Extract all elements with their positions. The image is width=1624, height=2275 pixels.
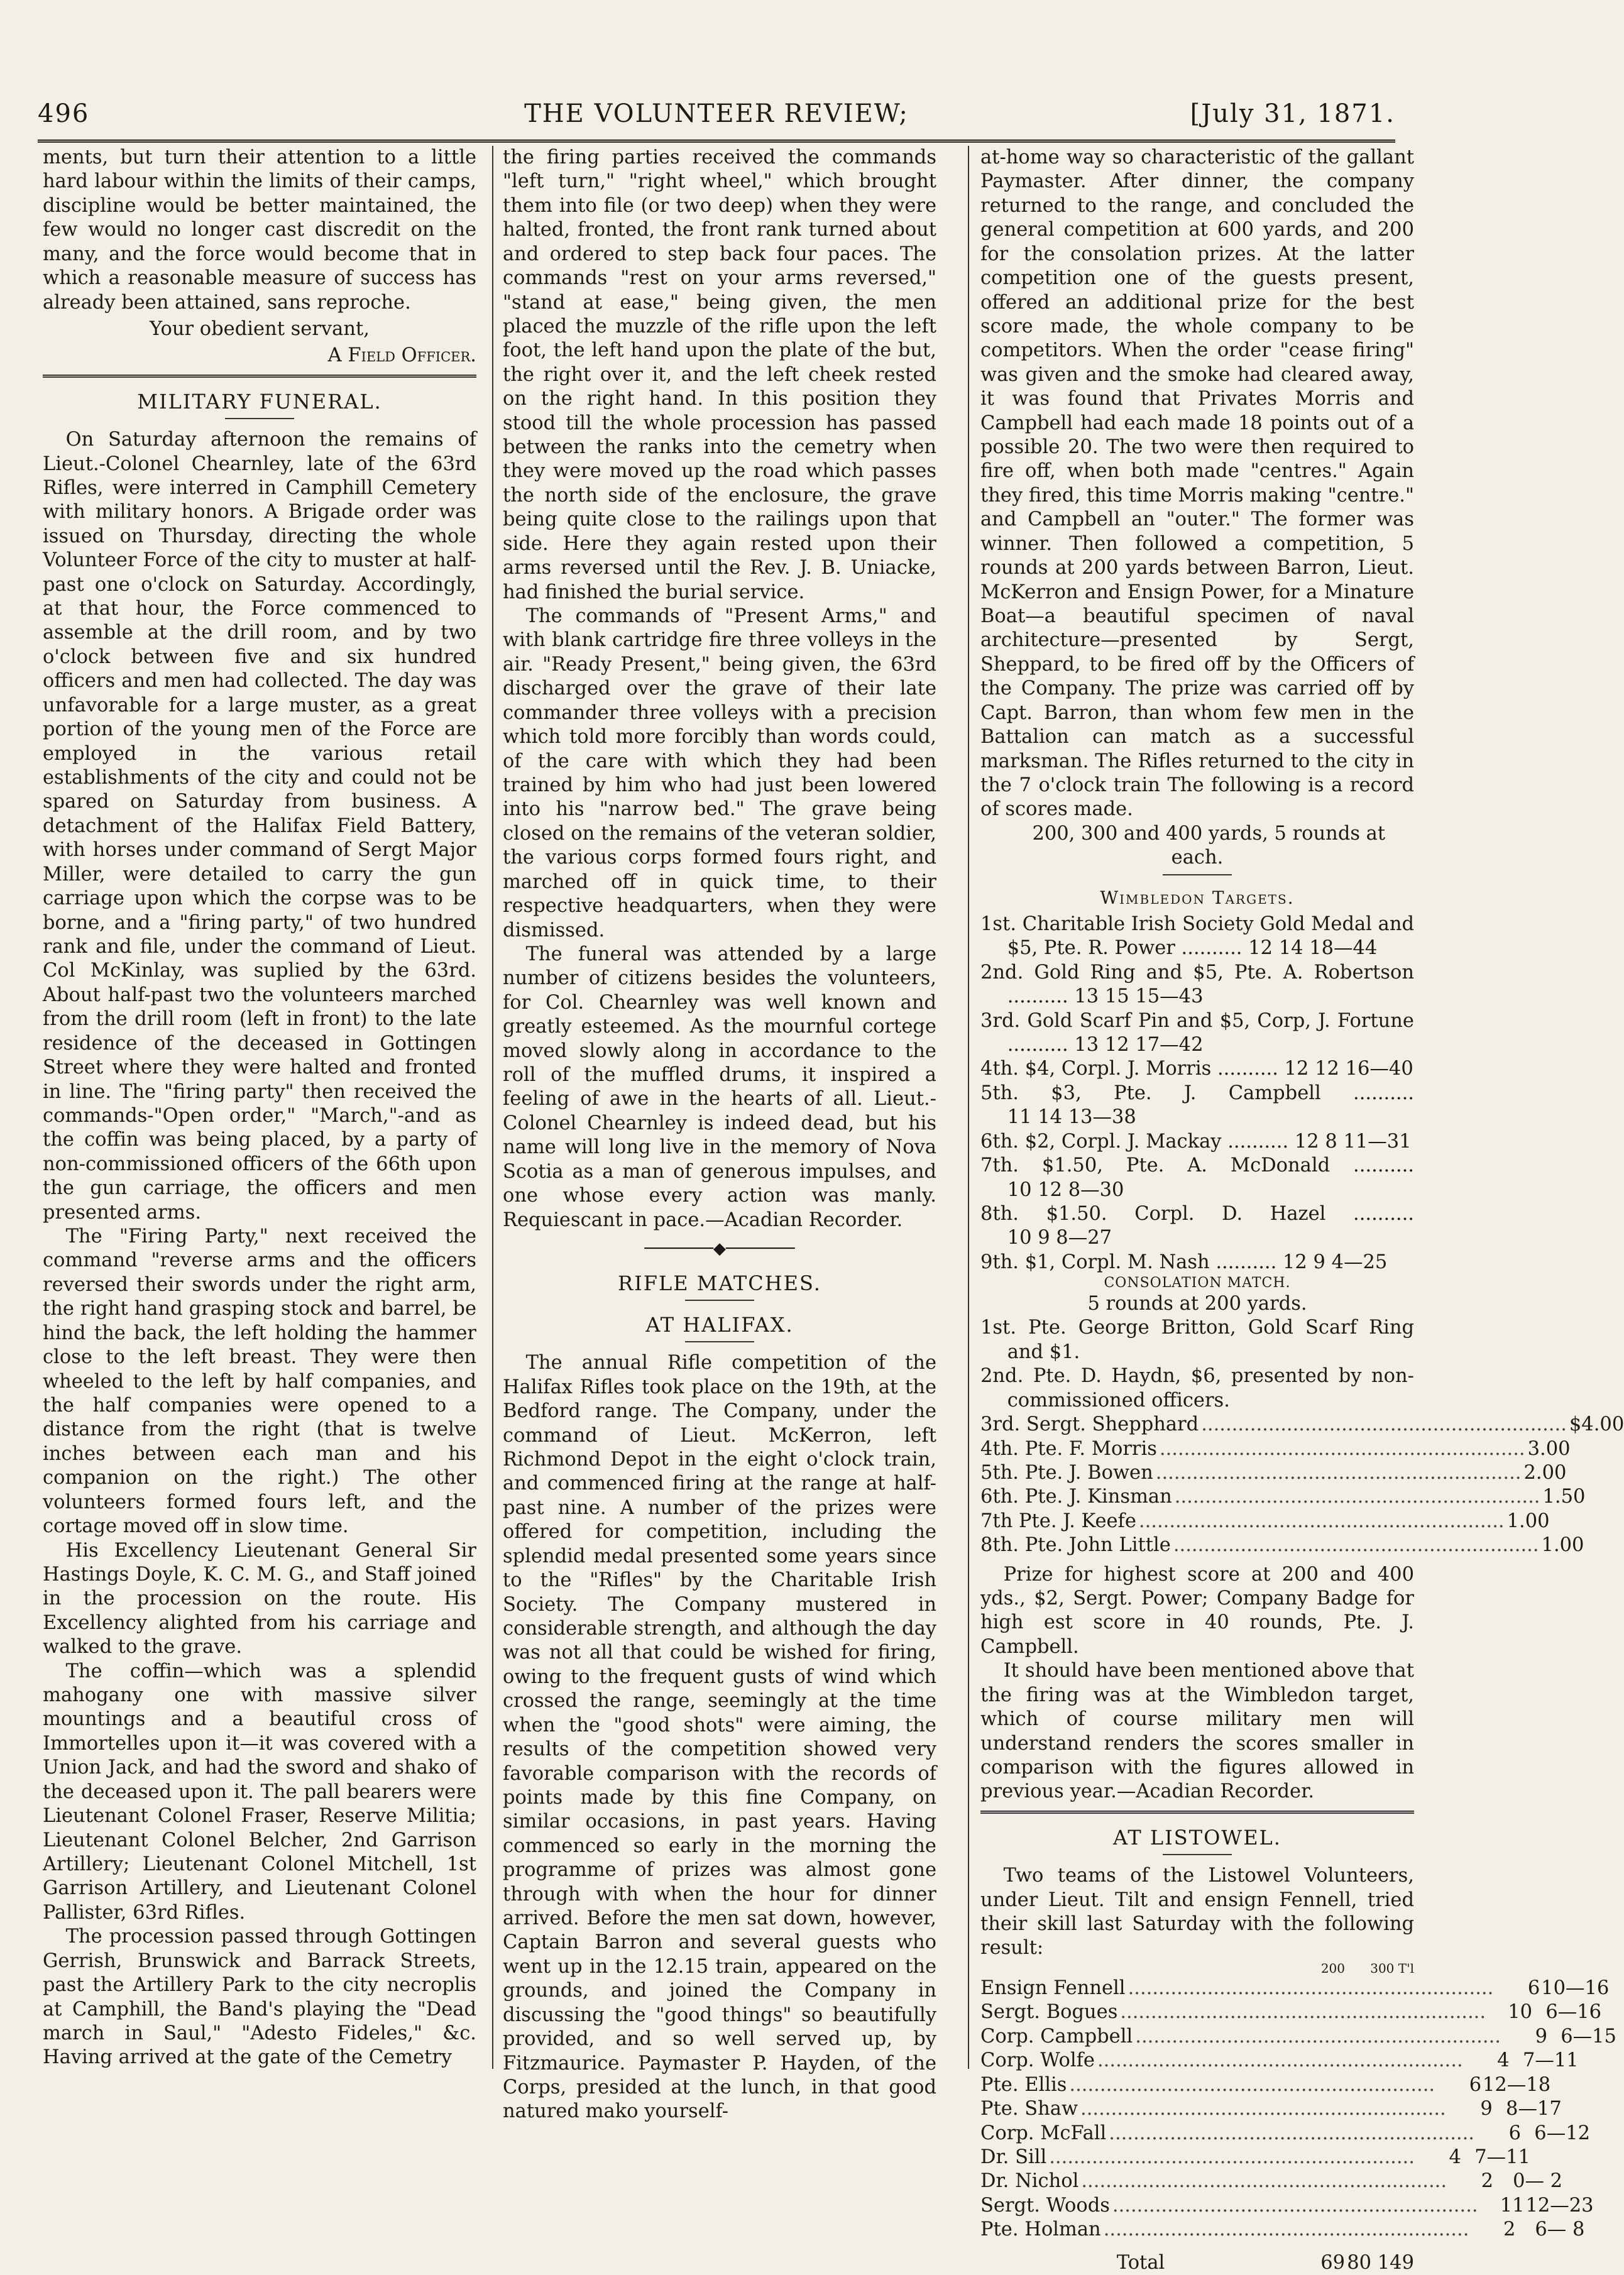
range-line: 200, 300 and 400 yards, 5 rounds at each. [1032,822,1386,869]
header-rule [38,140,1395,143]
member-name [980,1976,1496,2000]
prize-amount: $4.00 [1569,1413,1624,1436]
prize-amount: 1.00 [1506,1510,1550,1532]
letter-closing: Your obedient servant, [150,317,370,340]
score-row: 7th. $1.50, Pte. A. McDonald .......... 10 12 8—30 [980,1154,1414,1201]
table-row [980,2169,1563,2193]
prize-description: $1.50. Corpl. D. Hazel [1046,1202,1326,1225]
table-row [980,2122,1591,2146]
article-paragraph: The procession passed through Gottingen Gerrish, Brunswick and Barrack Streets, past the Artillery Park to the city necroplis at Camphill, the Band's playing the "Dead march in Saul," "Adesto Fideles," &c. Having arrived at the gate of the Cemetry [43,1926,476,2069]
prize-row [980,1316,1414,1364]
prize-scores: 13 12 17—42 [1074,1034,1204,1056]
prize-rank: 1st. [980,913,1017,935]
score-200: 10 [1508,2001,1533,2024]
table-row [980,2049,1579,2073]
column-rule [968,146,969,2069]
score-300-total: 10—16 [1541,1977,1610,2000]
prize-scores: 12 12 16—40 [1284,1058,1413,1080]
prize-row [980,1461,1567,1485]
leader-dots: ............................................................ [1138,1510,1505,1532]
heading-rule [685,1341,754,1342]
prize-scores: 11 14 13—38 [1007,1106,1136,1129]
heading-rule [225,418,294,419]
score-200: 2 [1503,2218,1516,2241]
table-row [980,2146,1530,2169]
prize-rank: 6th. [980,1486,1019,1508]
leader-dots: ............................................................ [1097,2049,1463,2072]
article-paragraph: The "Firing Party," next received the command "reverse arms and the officers reversed their swords under the right arm, the right hand grasping stock and barrel, be hind the back, the left holding the hammer close to the left breast. They were then wheeled to the left by half companies, and the half companies were opened to a distance from the right (that is twelve inches between each man and his companion on the right.) The other volunteers formed fours left, and the cortage moved off in slow time. [43,1225,476,1538]
member-name-text: Pte. Ellis [980,2073,1067,2096]
prize-rank: 6th. [980,1130,1019,1153]
wimbledon-score-list [980,913,1414,1275]
section-rule [980,1811,1414,1814]
prize-rank: 4th. [980,1058,1019,1080]
prize-entry [980,1533,1171,1557]
score-row: 1st. Charitable Irish Society Gold Medal and $5, Pte. R. Power .......... 12 14 18—44 [980,913,1414,960]
article-paragraph: The coffin—which was a splendid mahogany one with massive silver mountings and a beautiful cross of Immortelles upon it—it was covered with a Union Jack, and had the sword and shako of the deceased upon it. The pall bearers were Lieutenant Colonel Fraser, Reserve Militia; Lieutenant Colonel Belcher, 2nd Garrison Artillery; Lieutenant Colonel Mitchell, 1st Garrison Artillery, and Lieutenant Colonel Pallister, 63rd Rifles. [43,1660,476,1924]
table-row [980,2000,1602,2024]
leader-dots: ............................................................ [1049,2146,1415,2168]
section-rule [43,375,476,378]
member-name [980,2073,1437,2097]
publication-title: THE VOLUNTEER REVIEW; [524,99,909,128]
prize-row [980,1510,1550,1533]
score-row: 5th. $3, Pte. J. Campbell .......... 11 14 13—38 [980,1082,1414,1129]
article-paragraph: the firing parties received the commands "left turn," "right wheel," which brought them into file (or two deep) when they were halted, fronted, the front rank turned about and ordered to step back four paces. The commands "rest on your arms reversed," "stand at ease," being given, the men placed the muzzle of the rifle upon the left foot, the left hand upon the plate of the but, the right over it, and the left cheek rested on the right hand. In this position they stood till the whole procession has passed between the ranks into the cemetry when they were moved up the road which passes the north side of the enclosure, the grave being quite close to the railings upon that side. Here they again rested upon their arms reversed until the Rev. J. B. Uniacke, had finished the burial service. [503,146,936,603]
prize-rank: 7th. [980,1154,1019,1177]
letter-paragraph: ments, but turn their attention to a little hard labour within the limits of their camps, discipline would be better maintained, the few would no longer cast discredit on the many, and the force would become that in which a reasonable measure of success has already been attained, sans reproche. [43,146,476,314]
score-200: 6 [1469,2073,1482,2096]
prize-scores: 10 9 8—27 [1007,1227,1112,1249]
prize-description: $1.50, Pte. A. McDonald [1041,1154,1330,1177]
table-row [980,1976,1610,2000]
letter-signature: A Field Officer. [327,344,476,367]
member-name [980,2097,1449,2121]
prize-row [980,1485,1586,1509]
score-300-total: 8—17 [1506,2098,1562,2120]
score-row: 6th. $2, Corpl. J. Mackay .......... 12 8 11—31 [980,1130,1412,1153]
prize-description: Charitable Irish Society Gold Medal and $5, Pte. R. Power [1007,913,1414,960]
score-200: 4 [1449,2146,1461,2168]
member-name [980,2025,1503,2049]
prize-amount: 2.00 [1523,1461,1567,1484]
prize-scores: 12 9 4—25 [1282,1251,1388,1273]
prize-scores: 13 15 15—43 [1074,985,1204,1008]
leader-dots: ............................................................ [1155,1461,1522,1484]
score-row: 9th. $1, Corpl. M. Nash .......... 12 9 4—25 [980,1251,1388,1273]
prize-row [980,1364,1414,1413]
prize-name: Pte. J. Kinsman [1024,1486,1172,1508]
score-200: 6 [1527,1977,1540,2000]
prize-row [980,1533,1584,1557]
member-name-text: Corp. McFall [980,2122,1107,2144]
member-name [980,2146,1417,2169]
article-paragraph: It should have been mentioned above that the firing was at the Wimbledon target, which of course military men will understand renders the scores smaller in comparison with the figures allowed in previous year.—Acadian Recorder. [980,1660,1414,1803]
prize-rank: 7th [980,1510,1013,1532]
prize-entry [980,1437,1157,1461]
member-name [980,2049,1466,2073]
consolation-rounds: 5 rounds at 200 yards. [1087,1292,1307,1315]
leader-dots: ............................................................ [1109,2122,1475,2144]
table-row [980,2218,1585,2242]
score-row: 3rd. Gold Scarf Pin and $5, Corp, J. Fortune .......... 13 12 17—42 [980,1009,1414,1056]
table-row [980,2194,1594,2218]
member-name-text: Sergt. Woods [980,2194,1110,2217]
table-row [980,2097,1562,2121]
prize-rank: 4th. [980,1437,1019,1460]
section-heading-at-halifax: AT HALIFAX. [645,1313,794,1337]
page-number: 496 [38,99,90,128]
prize-row [980,1413,1624,1437]
score-300-total: 6—12 [1534,2122,1591,2144]
prize-description: $3, Pte. J. Campbell [1051,1082,1321,1104]
prize-description: Gold Ring and $5, Pte. A. Robertson [1034,961,1415,984]
prize-name: Pte. F. Morris [1024,1437,1157,1460]
section-heading-at-listowel: AT LISTOWEL. [1113,1825,1281,1850]
member-name-text: Dr. Sill [980,2146,1047,2168]
prize-rank: 2nd. [980,1365,1024,1388]
leader-dots: ............................................................ [1081,2170,1447,2193]
article-paragraph: at-home way so characteristic of the gallant Paymaster. After dinner, the company returned to the range, and concluded the general competition at 600 yards, and 200 for the consolation prizes. At the latter competition one of the guests present, offered an additional prize for the best score made, the whole company to be competitors. When the order "cease firing" was given and the smoke had cleared away, it was found that Privates Morris and Campbell had each made 18 points out of a possible 20. The two were then required to fire off, when both made "centres." Again they fired, this time Morris making "centre." and Campbell an "outer." The former was winner. Then followed a competition, 5 rounds at 200 yards between Barron, Lieut. McKerron and Ensign Power, for a Minature Boat—a beautiful specimen of naval architecture—presented by Sergt, Sheppard, to be fired off by the Officers of the Company. The prize was carried off by Capt. Barron, than whom few men in the Battalion can match as a successful marksman. The Rifles returned to the city in the 7 o'clock train The following is a record of scores made. [980,146,1414,821]
prize-scores: 10 12 8—30 [1007,1178,1124,1201]
listowel-column-headers [980,1961,1414,1976]
prize-name: Pte. D. Haydn, $6, presented by non-commissioned officers. [1007,1365,1414,1412]
article-paragraph: Prize for highest score at 200 and 400 yds., $2, Sergt. Power; Company Badge for high est score in 40 rounds, Pte. J. Campbell. [980,1563,1414,1658]
leader-dots: ............................................................ [1120,2001,1486,2024]
score-300-total: 7—11 [1474,2146,1530,2168]
score-300-total: 7—11 [1522,2049,1579,2072]
prize-entry [980,1485,1172,1509]
score-300-total: 12—23 [1525,2194,1594,2217]
total-value: 69 [1320,2251,1345,2274]
prize-row [980,1437,1571,1461]
leader-dots: ............................................................ [1159,1437,1525,1460]
prize-description: $2, Corpl. J. Mackay [1024,1130,1222,1153]
total-value: 80 149 [1347,2251,1414,2274]
score-200: 9 [1480,2098,1493,2120]
prize-scores: 12 8 11—31 [1294,1130,1412,1153]
prize-rank: 8th. [980,1202,1019,1225]
prize-name: Pte. J. Keefe [1019,1510,1136,1532]
prize-name: Pte. John Little [1024,1534,1171,1557]
prize-description: $1, Corpl. M. Nash [1024,1251,1210,1273]
score-300-total: 6—15 [1561,2025,1616,2048]
prize-entry [980,1510,1136,1533]
section-heading-military-funeral: MILITARY FUNERAL. [137,389,382,414]
consolation-heading: CONSOLATION MATCH. [1104,1275,1291,1291]
score-row: 8th. $1.50. Corpl. D. Hazel .......... 10 9 8—27 [980,1202,1414,1249]
leader-dots: ............................................................ [1112,2194,1478,2217]
member-name [980,2169,1449,2193]
prize-rank: 3rd. [980,1413,1021,1436]
score-row: 4th. $4, Corpl. J. Morris .......... 12 12 16—40 [980,1058,1413,1080]
prize-entry [980,1461,1153,1485]
member-name-text: Pte. Shaw [980,2098,1078,2120]
section-heading-rifle-matches: RIFLE MATCHES. [618,1271,821,1295]
member-name [980,2194,1481,2218]
leader-dots: ............................................................ [1103,2218,1469,2241]
prize-rank: 5th. [980,1461,1019,1484]
member-name [980,2218,1471,2242]
score-300-total: 6— 8 [1535,2218,1585,2241]
prize-entry [980,1413,1199,1437]
total-row [980,2251,1414,2275]
prize-amount: 1.00 [1541,1534,1584,1557]
prize-name: Pte. J. Bowen [1024,1461,1153,1484]
column-rule [492,146,493,2069]
prize-name: Sergt. Shepphard [1026,1413,1199,1436]
consolation-prize-list [980,1316,1624,1557]
issue-date: [July 31, 1871. [1190,99,1395,128]
column-1 [43,146,476,2081]
total-label: Total [1116,2251,1165,2274]
member-name [980,2000,1488,2024]
member-name-text: Corp. Wolfe [980,2049,1095,2072]
score-200: 4 [1497,2049,1510,2072]
prize-rank: 3rd. [980,1009,1021,1032]
score-200: 6 [1508,2122,1522,2144]
ornament-rule: ───────◆─────── [644,1239,795,1258]
prize-name: Pte. George Britton, Gold Scarf Ring and $1. [1007,1317,1414,1363]
member-name-text: Ensign Fennell [980,1977,1126,2000]
prize-description: $4, Corpl. J. Morris [1024,1058,1212,1080]
prize-rank: 1st. [980,1317,1017,1339]
heading-rule [685,1300,754,1301]
article-paragraph: On Saturday afternoon the remains of Lieut.-Colonel Chearnley, late of the 63rd Rifles, were interred in Camphill Cemetery with military honors. A Brigade order was issued on Thursday, directing the whole Volunteer Force of the city to muster at half-past one o'clock on Saturday. Accordingly, at that hour, the Force commenced to assemble at the drill room, and by two o'clock between five and six hundred officers and men had collected. The day was unfavorable for a large muster, as a great portion of the young men of the Force are employed in the various retail establishments of the city and could not be spared on Saturday from business. A detachment of the Halifax Field Battery, with horses under command of Sergt Major Miller, were detailed to carry the gun carriage upon which the corpse was to be borne, and a "firing party," of two hundred rank and file, under the command of Lieut. Col McKinlay, was suplied by the 63rd. About half-past two the volunteers marched from the drill room (left in front) to the late residence of the deceased in Gottingen Street where they were halted and fronted in line. The "firing party" then received the commands-"Open order," "March,"-and as the coffin was being placed, by a party of non-commissioned officers of the 66th upon the gun carriage, the officers and men presented arms. [43,429,476,1224]
article-paragraph: His Excellency Lieutenant General Sir Hastings Doyle, K. C. M. G., and Staff joined in the procession on the route. His Excellency alighted from his carriage and walked to the grave. [43,1539,476,1658]
prize-rank: 2nd. [980,961,1024,984]
score-300-total: 12—18 [1483,2073,1551,2096]
table-row [980,2073,1551,2097]
score-200: 2 [1481,2170,1494,2193]
prize-rank: 8th. [980,1534,1019,1557]
prize-description: Gold Scarf Pin and $5, Corp, J. Fortune [1027,1009,1414,1032]
listowel-score-table [980,1976,1616,2242]
prize-scores: 12 14 18—44 [1248,937,1378,960]
article-paragraph: The funeral was attended by a large number of citizens besides the volunteers, for Col. Chearnley was well known and greatly esteemed. As the mournful cortege moved slowly along in accordance to the roll of the muffled drums, it inspired a feeling of awe in the hearts of all. Lieut.-Colonel Chearnley is indeed dead, but his name will long live in the memory of Nova Scotia as a man of generous impulses, and one whose every action was manly. Requiescant in pace.—Acadian Recorder. [503,943,936,1231]
column-2 [503,146,936,2123]
article-paragraph: The annual Rifle competition of the Halifax Rifles took place on the 19th, at the Bedford range. The Company, under the command of Lieut. McKerron, left Richmond Depot in the eight o'clock train, and commenced firing at the range at half-past nine. A number of the prizes were offered for competition, including the splendid medal presented some years since to the "Rifles" by the Charitable Irish Society. The Company mustered in considerable strength, and although the day was not all that could be wished for firing, owing to the frequent gusts of wind which crossed the range, seemingly at the time when the "good shots" were aiming, the results of the competition showed very favorable comparison with the records of points made by this fine Company, on similar occasions, in past years. Having commenced so early in the morning the programme of prizes was almost gone through with when the hour for dinner arrived. Before the men sat down, however, Captain Barron and several guests who went up in the 12.15 train, appeared on the grounds, and joined the Company in discussing the "good things" so beautifully provided, and so well served up, by Fitzmaurice. Paymaster P. Hayden, of the Corps, presided at the lunch, in that good natured mako yourself- [503,1352,936,2123]
leader-dots: ............................................................ [1201,1413,1567,1436]
heading-rule [1163,874,1232,875]
column-header: 200 [1320,1960,1345,1976]
leader-dots: ............................................................ [1127,1977,1494,2000]
prize-rank: 9th. [980,1251,1019,1273]
leader-dots: ............................................................ [1135,2025,1501,2048]
leader-dots: ............................................................ [1069,2073,1435,2096]
prize-amount: 1.50 [1542,1486,1586,1508]
score-200: 11 [1500,2194,1525,2217]
member-name-text: Dr. Nichol [980,2170,1079,2193]
score-300-total: 6—16 [1545,2001,1602,2024]
member-name-text: Corp. Campbell [980,2025,1133,2048]
leader-dots: ............................................................ [1173,1534,1539,1557]
page-header [38,99,1395,137]
score-200: 9 [1535,2025,1547,2048]
article-paragraph: Two teams of the Listowel Volunteers, under Lieut. Tilt and ensign Fennell, tried their skill last Saturday with the following result: [980,1865,1414,1960]
leader-dots: ............................................................ [1174,1486,1540,1508]
column-3 [980,146,1624,2274]
column-header: 300 T'l [1370,1960,1414,1976]
prize-amount: 3.00 [1527,1437,1571,1460]
score-300-total: 0— 2 [1513,2170,1563,2193]
article-paragraph: The commands of "Present Arms," and with blank cartridge fire three volleys in the air. "Ready Present," being given, the 63rd discharged over the grave of their late commander three volleys with a precision which told more forcibly than words could, of the care with which they had been trained by him who had just been lowered into his "narrow bed." The grave being closed on the remains of the veteran soldier, the various corps formed fours right, and marched off in quick time, to their respective headquarters, when they were dismissed. [503,605,936,941]
prize-rank: 5th. [980,1082,1019,1104]
wimbledon-heading: Wimbledon Targets. [1100,887,1295,908]
score-row: 2nd. Gold Ring and $5, Pte. A. Robertson .......... 13 15 15—43 [980,961,1415,1008]
member-name-text: Sergt. Bogues [980,2001,1118,2024]
heading-rule [1163,1854,1232,1855]
member-name [980,2122,1477,2146]
leader-dots: ............................................................ [1080,2098,1446,2120]
table-row [980,2025,1616,2049]
member-name-text: Pte. Holman [980,2218,1101,2241]
